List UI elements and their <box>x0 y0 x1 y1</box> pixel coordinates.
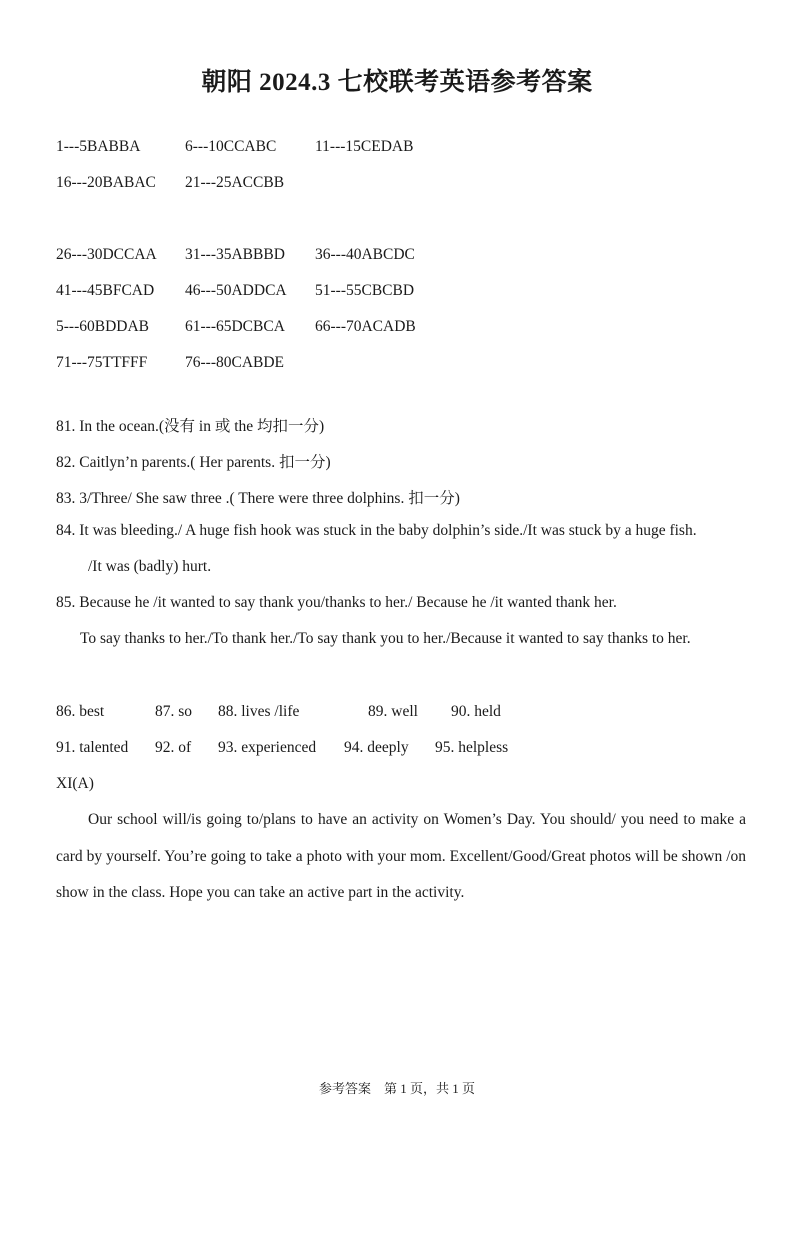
mc-answer: 6---10CCABC <box>185 138 277 155</box>
mc-answer: 31---35ABBBD <box>185 246 285 263</box>
answer-83: 83. 3/Three/ She saw three .( There were three dolphins. 扣一分) <box>56 490 460 507</box>
vocab-answer: 95. helpless <box>435 739 509 756</box>
mc-answer: 61---65DCBCA <box>185 318 285 335</box>
answer-84-continued: /It was (badly) hurt. <box>88 558 212 575</box>
page-footer: 参考答案 第 1 页，共 1 页 <box>318 1081 475 1096</box>
answer-81: 81. In the ocean.(没有 in 或 the 均扣一分) <box>56 418 325 435</box>
vocab-answer: 86. best <box>56 703 105 720</box>
vocab-answer: 89. well <box>368 703 418 720</box>
section-heading: XI(A) <box>56 775 94 792</box>
answer-84: 84. It was bleeding./ A huge fish hook was stuck in the baby dolphin’s side./It was stuck by a huge fish. <box>56 522 697 539</box>
mc-answer: 41---45BFCAD <box>56 282 155 299</box>
mc-answer: 46---50ADDCA <box>185 282 287 299</box>
vocab-answer: 93. experienced <box>218 739 317 756</box>
writing-paragraph: Our school will/is going to/plans to have an activity on Women’s Day. You should/ you need to make a card by yourself. You’re going to take a photo with your mom. Excellent/Good/Great photos will be shown /on show in the class. Hope you can take an active part in the activity. <box>56 811 746 901</box>
answer-85: 85. Because he /it wanted to say thank you/thanks to her./ Because he /it wanted thank her. <box>56 594 617 611</box>
vocab-answer: 94. deeply <box>344 739 409 756</box>
vocab-answer: 88. lives /life <box>218 703 300 720</box>
vocab-answer: 90. held <box>451 703 501 720</box>
mc-answer: 16---20BABAC <box>56 174 156 191</box>
answer-85-continued: To say thanks to her./To thank her./To say thank you to her./Because it wanted to say thanks to her. <box>80 630 691 647</box>
answer-82: 82. Caitlyn’n parents.( Her parents. 扣一分) <box>56 454 331 471</box>
vocab-answer: 87. so <box>155 703 193 720</box>
vocab-answer: 91. talented <box>56 739 129 756</box>
mc-answer: 71---75TTFFF <box>56 354 148 371</box>
mc-answer: 5---60BDDAB <box>56 318 149 335</box>
mc-answer: 11---15CEDAB <box>315 138 414 155</box>
mc-answer: 1---5BABBA <box>56 138 141 155</box>
page-title: 朝阳 2024.3 七校联考英语参考答案 <box>201 69 593 96</box>
mc-answer: 26---30DCCAA <box>56 246 157 263</box>
mc-answer: 51---55CBCBD <box>315 282 415 299</box>
vocab-answer: 92. of <box>155 739 192 756</box>
mc-answer: 76---80CABDE <box>185 354 285 371</box>
mc-answer: 36---40ABCDC <box>315 246 415 263</box>
mc-answer: 66---70ACADB <box>315 318 416 335</box>
mc-answer: 21---25ACCBB <box>185 174 285 191</box>
